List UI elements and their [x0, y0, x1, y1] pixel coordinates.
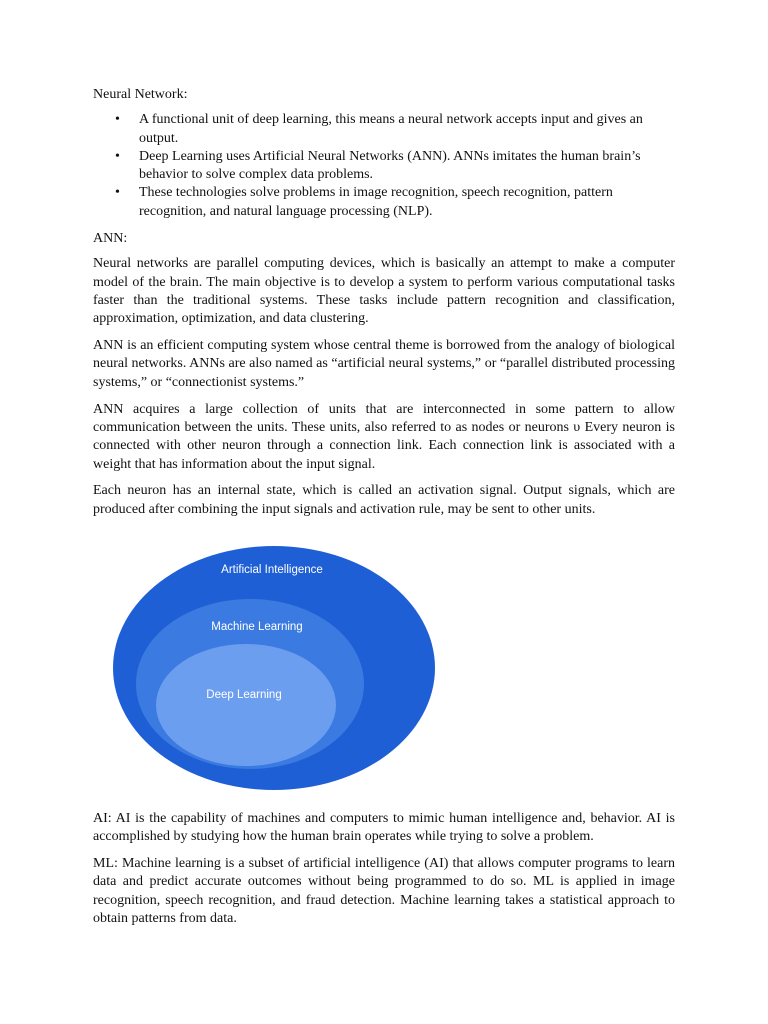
bullet-text: These technologies solve problems in image recognition, speech recognition, pattern recognition, and natural language processing (NLP). [139, 185, 613, 219]
document-body [93, 86, 675, 528]
ann-paragraph: Neural networks are parallel computing devices, which is basically an attempt to make a computer model of the brain. The main objective is to develop a system to perform various computational tasks faster than the traditional systems. These tasks include pattern recognition and classification, approximation, optimization, and data clustering. [93, 256, 675, 327]
ai-label: Artificial Intelligence [221, 564, 323, 576]
definitions-section [93, 810, 675, 937]
bullet-item [115, 184, 675, 221]
bullet-item [115, 148, 675, 185]
neural-network-bullets [93, 111, 675, 221]
ai-ml-dl-diagram [112, 545, 436, 791]
bullet-dot-icon: • [115, 148, 120, 164]
ml-label: Machine Learning [211, 621, 303, 633]
ai-definition: AI: AI is the capability of machines and computers to mimic human intelligence and, behavior. AI is accomplished by studying how the human brain operates while trying to solve a problem. [93, 811, 675, 845]
dl-ellipse [156, 644, 336, 766]
ml-definition: ML: Machine learning is a subset of artificial intelligence (AI) that allows computer programs to learn data and predict accurate outcomes without being programmed to do so. ML is applied in image recognition, speech recognition, and fraud detection. Machine learning takes a statistical approach to obtain patterns from data. [93, 856, 675, 927]
ann-paragraph: ANN acquires a large collection of units that are interconnected in some pattern to allow communication between the units. These units, also referred to as nodes or neurons υ Every neuron is connected with other neuron through a connection link. Each connection link is associated with a weight that has information about the input signal. [93, 401, 675, 472]
nested-ellipses-diagram [112, 545, 436, 791]
bullet-dot-icon: • [115, 112, 120, 128]
ann-paragraph: ANN is an efficient computing system whose central theme is borrowed from the analogy of biological neural networks. ANNs are also named as “artificial neural systems,” or “parallel distributed processing systems,” or “connectionist systems.” [93, 338, 675, 390]
dl-label: Deep Learning [206, 689, 282, 701]
bullet-text: A functional unit of deep learning, this means a neural network accepts input and gives an output. [139, 112, 643, 146]
bullet-text: Deep Learning uses Artificial Neural Networks (ANN). ANNs imitates the human brain’s behavior to solve complex data problems. [139, 148, 641, 183]
ann-paragraph: Each neuron has an internal state, which is called an activation signal. Output signals, which are produced after combining the input signals and activation rule, may be sent to other units. [93, 483, 675, 517]
ann-heading: ANN: [93, 231, 128, 247]
neural-network-heading: Neural Network: [93, 87, 188, 102]
bullet-item [115, 111, 675, 148]
bullet-dot-icon: • [115, 185, 120, 201]
